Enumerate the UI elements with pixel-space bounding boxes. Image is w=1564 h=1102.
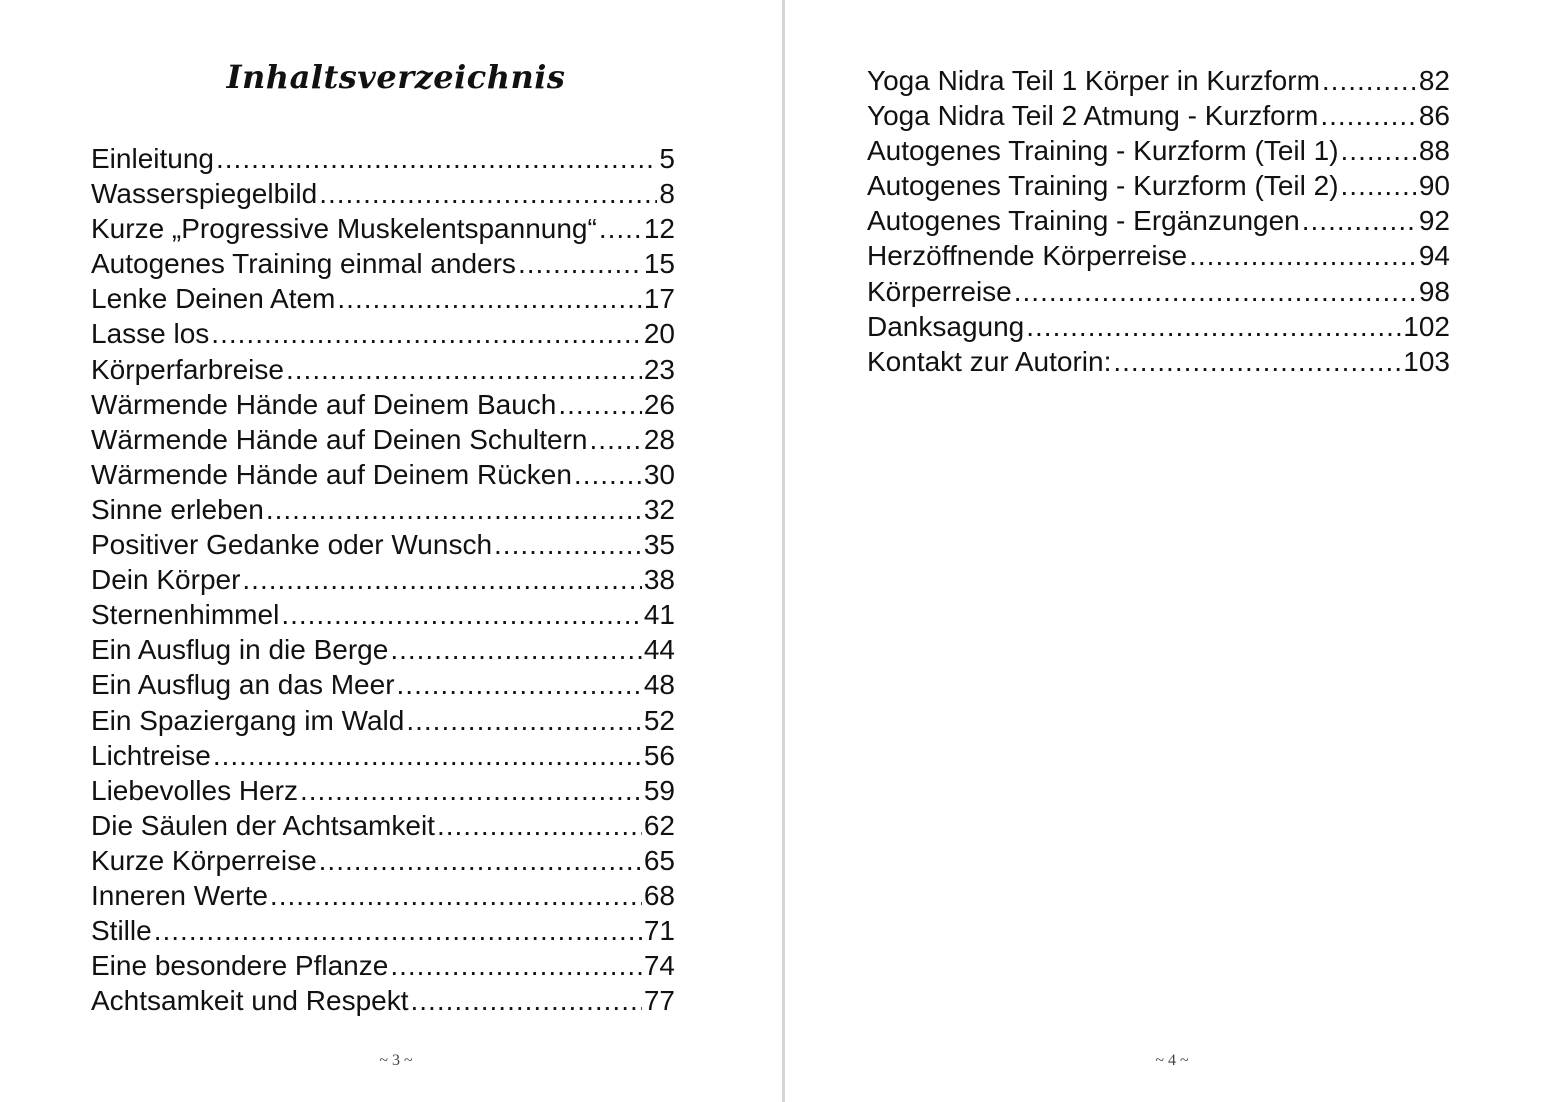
- toc-entry: [91, 983, 675, 1018]
- toc-entry-page: 48: [643, 669, 675, 701]
- toc-dot-leader: [390, 632, 642, 667]
- toc-entry-title: Lasse los: [91, 318, 210, 350]
- toc-entry-page: 65: [643, 844, 675, 876]
- toc-entry-page: 41: [643, 599, 675, 631]
- toc-dot-leader: [437, 808, 642, 843]
- toc-entry: [867, 98, 1450, 133]
- toc-entry: [91, 562, 675, 597]
- toc-entry-title: Autogenes Training - Kurzform (Teil 1): [867, 135, 1339, 167]
- toc-entry-title: Autogenes Training - Kurzform (Teil 2): [867, 170, 1339, 202]
- toc-entry-page: 15: [643, 248, 675, 280]
- toc-entry-page: 90: [1418, 170, 1450, 202]
- toc-entry-page: 5: [659, 143, 675, 174]
- toc-dot-leader: [281, 597, 642, 632]
- toc-entry: [91, 703, 675, 738]
- toc-entry-page: 94: [1418, 240, 1450, 272]
- toc-entry-title: Autogenes Training - Ergänzungen: [867, 205, 1300, 237]
- toc-entry: [91, 878, 675, 913]
- toc-dot-leader: [211, 316, 642, 351]
- toc-entry-title: Die Säulen der Achtsamkeit: [91, 809, 435, 841]
- toc-entry-page: 71: [643, 915, 675, 947]
- toc-entry-title: Liebevolles Herz: [91, 774, 298, 806]
- toc-entry-title: Inneren Werte: [91, 879, 268, 911]
- toc-entry-page: 103: [1403, 345, 1450, 377]
- toc-entry-title: Körperreise: [867, 275, 1012, 307]
- toc-entry-page: 32: [643, 493, 675, 525]
- toc-dot-leader: [494, 527, 642, 562]
- toc-entry: [867, 203, 1450, 238]
- toc-entry-title: Einleitung: [91, 143, 214, 174]
- toc-entry: [91, 597, 675, 632]
- toc-dot-leader: [266, 492, 642, 527]
- toc-dot-leader: [406, 703, 642, 738]
- toc-dot-leader: [558, 387, 641, 422]
- toc-dot-leader: [337, 281, 641, 316]
- toc-entry-title: Kontakt zur Autorin:: [867, 345, 1112, 377]
- toc-entry-title: Ein Ausflug in die Berge: [91, 634, 389, 666]
- toc-entry: [91, 176, 675, 211]
- toc-entry-page: 17: [643, 283, 675, 315]
- toc-entry: [91, 316, 675, 351]
- toc-entry-page: 56: [643, 739, 675, 771]
- toc-entry: [91, 773, 675, 808]
- toc-entry-title: Wärmende Hände auf Deinem Rücken: [91, 458, 572, 490]
- toc-entry-page: 20: [643, 318, 675, 350]
- toc-entry-page: 68: [643, 879, 675, 911]
- right-page: [785, 0, 1564, 1102]
- toc-dot-leader: [300, 773, 642, 808]
- toc-entry-title: Wasserspiegelbild: [91, 178, 318, 210]
- toc-entry-page: 12: [643, 213, 675, 245]
- toc-entry: [91, 632, 675, 667]
- toc-entry-page: 35: [643, 529, 675, 561]
- toc-entry-title: Körperfarbreise: [91, 353, 284, 385]
- toc-entry: [91, 281, 675, 316]
- toc-entry-page: 86: [1418, 100, 1450, 132]
- toc-entry-title: Autogenes Training einmal anders: [91, 248, 516, 280]
- toc-dot-leader: [390, 948, 642, 983]
- toc-dot-leader: [1026, 309, 1401, 344]
- toc-entry: [867, 238, 1450, 273]
- toc-dot-leader: [286, 352, 642, 387]
- toc-entry-title: Ein Spaziergang im Wald: [91, 704, 405, 736]
- toc-entry-title: Wärmende Hände auf Deinen Schultern: [91, 423, 588, 455]
- toc-dot-leader: [213, 738, 642, 773]
- toc-entry-page: 26: [643, 388, 675, 420]
- toc-entry: [91, 738, 675, 773]
- toc-entry-title: Eine besondere Pflanze: [91, 950, 389, 982]
- toc-list-left: [91, 141, 675, 1018]
- toc-entry: [91, 246, 675, 281]
- toc-entry-title: Lichtreise: [91, 739, 211, 771]
- page-number-left: ~ 3 ~: [379, 1052, 413, 1069]
- toc-dot-leader: [1302, 203, 1417, 238]
- toc-entry-title: Achtsamkeit und Respekt: [91, 985, 409, 1017]
- toc-dot-leader: [270, 878, 642, 913]
- toc-dot-leader: [397, 667, 642, 702]
- toc-dot-leader: [1320, 98, 1417, 133]
- toc-entry: [91, 948, 675, 983]
- toc-entry-page: 82: [1418, 65, 1450, 96]
- toc-entry-title: Ein Ausflug an das Meer: [91, 669, 395, 701]
- toc-entry-page: 52: [643, 704, 675, 736]
- toc-dot-leader: [242, 562, 641, 597]
- toc-dot-leader: [1014, 274, 1417, 309]
- page-number-right: ~ 4 ~: [1155, 1052, 1189, 1069]
- toc-entry: [91, 211, 675, 246]
- toc-dot-leader: [590, 422, 642, 457]
- toc-entry: [91, 457, 675, 492]
- toc-entry-page: 88: [1418, 135, 1450, 167]
- toc-entry: [867, 63, 1450, 98]
- toc-dot-leader: [1341, 133, 1417, 168]
- toc-entry-title: Danksagung: [867, 310, 1025, 342]
- toc-entry: [91, 387, 675, 422]
- toc-entry-title: Yoga Nidra Teil 1 Körper in Kurzform: [867, 65, 1320, 96]
- toc-entry-page: 28: [643, 423, 675, 455]
- toc-entry-page: 77: [643, 985, 675, 1017]
- toc-dot-leader: [599, 211, 642, 246]
- toc-dot-leader: [1189, 238, 1417, 273]
- toc-dot-leader: [1322, 63, 1417, 98]
- toc-entry-page: 62: [643, 809, 675, 841]
- toc-entry-title: Kurze Körperreise: [91, 844, 317, 876]
- toc-entry: [91, 843, 675, 878]
- toc-entry-page: 74: [643, 950, 675, 982]
- toc-entry: [867, 309, 1450, 344]
- toc-entry: [91, 808, 675, 843]
- toc-entry: [867, 274, 1450, 309]
- toc-dot-leader: [154, 913, 642, 948]
- toc-entry-title: Dein Körper: [91, 564, 241, 596]
- toc-list-right: [867, 63, 1450, 379]
- toc-entry: [91, 667, 675, 702]
- toc-entry: [91, 913, 675, 948]
- toc-dot-leader: [319, 176, 657, 211]
- toc-entry: [867, 344, 1450, 379]
- toc-dot-leader: [1341, 168, 1417, 203]
- toc-entry-title: Positiver Gedanke oder Wunsch: [91, 529, 493, 561]
- toc-entry-page: 59: [643, 774, 675, 806]
- toc-entry: [91, 527, 675, 562]
- toc-dot-leader: [319, 843, 642, 878]
- toc-entry-title: Kurze „Progressive Muskelentspannung“: [91, 213, 597, 245]
- toc-entry-page: 98: [1418, 275, 1450, 307]
- toc-entry: [867, 133, 1450, 168]
- toc-entry: [91, 352, 675, 387]
- toc-entry-title: Herzöffnende Körperreise: [867, 240, 1188, 272]
- toc-entry-page: 8: [659, 178, 675, 210]
- toc-entry: [91, 422, 675, 457]
- toc-entry: [91, 492, 675, 527]
- toc-title: Inhaltsverzeichnis: [226, 58, 566, 96]
- toc-entry-page: 30: [643, 458, 675, 490]
- toc-entry-title: Wärmende Hände auf Deinem Bauch: [91, 388, 557, 420]
- toc-dot-leader: [518, 246, 642, 281]
- toc-entry-page: 92: [1418, 205, 1450, 237]
- toc-entry-title: Sternenhimmel: [91, 599, 280, 631]
- toc-entry-page: 23: [643, 353, 675, 385]
- toc-entry: [867, 168, 1450, 203]
- toc-dot-leader: [411, 983, 642, 1018]
- toc-entry-page: 44: [643, 634, 675, 666]
- toc-entry-page: 38: [643, 564, 675, 596]
- toc-entry-title: Stille: [91, 915, 152, 947]
- toc-dot-leader: [1113, 344, 1401, 379]
- toc-dot-leader: [216, 141, 657, 176]
- toc-dot-leader: [574, 457, 642, 492]
- toc-entry-page: 102: [1403, 310, 1450, 342]
- toc-entry-title: Sinne erleben: [91, 493, 264, 525]
- toc-entry-title: Lenke Deinen Atem: [91, 283, 336, 315]
- toc-entry-title: Yoga Nidra Teil 2 Atmung - Kurzform: [867, 100, 1319, 132]
- toc-entry: [91, 141, 675, 176]
